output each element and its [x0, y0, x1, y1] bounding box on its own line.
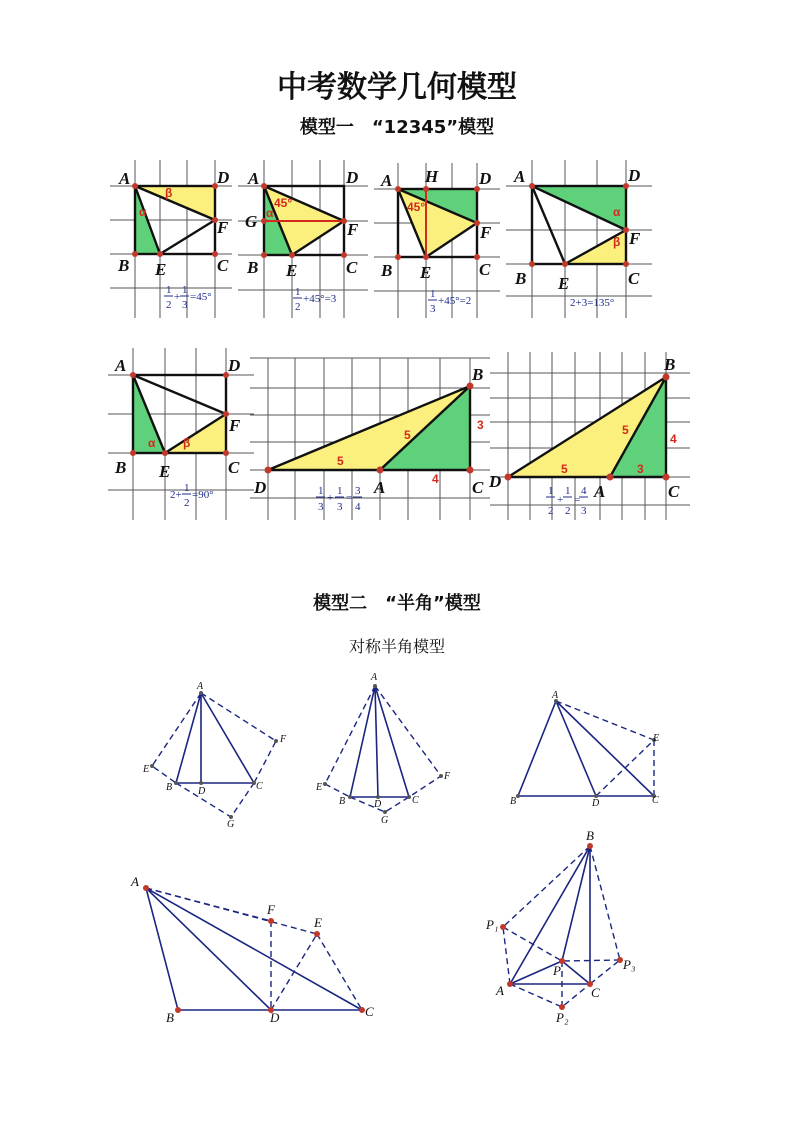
- figB-C: C: [412, 795, 419, 806]
- fig4-F: F: [629, 229, 641, 248]
- fig2-G: G: [245, 212, 258, 231]
- fig4-D: D: [628, 166, 641, 185]
- fig3-D: D: [479, 169, 492, 188]
- fig1-beta: β: [165, 186, 173, 200]
- fig7-n3: 3: [637, 462, 644, 476]
- figC-D: D: [592, 798, 600, 809]
- fig5-A: A: [115, 356, 127, 375]
- figB-G: G: [381, 815, 389, 826]
- fig2-C: C: [346, 258, 358, 277]
- fig4-E: E: [558, 274, 570, 293]
- fig1-A: A: [119, 169, 131, 188]
- fig5-beta: β: [183, 436, 191, 450]
- figB-F: F: [444, 771, 451, 782]
- fig6-C: C: [472, 478, 484, 497]
- figC-C: C: [652, 795, 659, 806]
- figD-A: A: [131, 874, 139, 889]
- fig1-12345: [110, 160, 232, 318]
- fig7-n5a: 5: [622, 423, 629, 437]
- fig7-n5b: 5: [561, 462, 568, 476]
- figA-B: B: [166, 782, 173, 793]
- figB-B: B: [339, 796, 346, 807]
- figB-D: D: [374, 799, 382, 810]
- figA-half-angle: [142, 681, 287, 830]
- fig3-equation: [428, 288, 471, 315]
- fig4-C: C: [628, 269, 640, 288]
- fig2-F: F: [347, 220, 359, 239]
- svg-text:1: 1: [295, 286, 301, 298]
- fig4-beta: β: [613, 235, 621, 249]
- fig1-alpha: α: [139, 205, 147, 219]
- fig5-E: E: [159, 462, 171, 481]
- svg-text:2: 2: [184, 497, 190, 509]
- svg-text:2+: 2+: [170, 489, 182, 501]
- fig1-E: E: [155, 260, 167, 279]
- svg-text:1: 1: [184, 482, 190, 494]
- figD-E: E: [314, 915, 322, 930]
- figC-A: A: [552, 690, 559, 701]
- fig7-B: B: [664, 355, 676, 374]
- svg-text:3: 3: [581, 505, 587, 517]
- figB-A: A: [371, 672, 378, 683]
- fig7-n4: 4: [670, 432, 677, 446]
- fig4-equation: 2+3=135°: [570, 297, 615, 309]
- fig5-F: F: [229, 416, 241, 435]
- figC-B: B: [510, 796, 517, 807]
- fig1-D: D: [217, 168, 230, 187]
- fig6-n5b: 5: [337, 454, 344, 468]
- figB-half-angle: [315, 672, 451, 826]
- page-title: 中考数学几何模型: [277, 70, 517, 105]
- svg-text:1: 1: [548, 485, 554, 497]
- fig6-B: B: [472, 365, 484, 384]
- fig6-12345: [250, 358, 490, 520]
- fig5-alpha: α: [148, 436, 156, 450]
- fig4-12345: [506, 160, 652, 318]
- fig7-D: D: [489, 472, 502, 491]
- figE-half-angle: [485, 828, 635, 1025]
- figE-A: A: [496, 983, 504, 998]
- fig1-F: F: [217, 218, 229, 237]
- svg-text:1: 1: [565, 485, 571, 497]
- fig5-C: C: [228, 458, 240, 477]
- figA-F: F: [280, 734, 287, 745]
- figD-half-angle: [130, 874, 374, 1025]
- figD-B: B: [166, 1010, 174, 1025]
- fig5-12345: [108, 348, 254, 520]
- figE-P3: P₃: [623, 957, 636, 972]
- svg-text:+: +: [174, 291, 181, 303]
- svg-text:+: +: [557, 494, 564, 506]
- svg-text:+: +: [327, 492, 334, 504]
- fig5-B: B: [115, 458, 127, 477]
- figC-E: E: [653, 733, 660, 744]
- svg-text:4: 4: [581, 485, 587, 497]
- svg-text:=: =: [346, 492, 353, 504]
- svg-text:1: 1: [166, 284, 172, 296]
- svg-text:2: 2: [166, 299, 172, 311]
- fig4-B: B: [515, 269, 527, 288]
- section2-heading: 模型二 “半角”模型: [313, 593, 481, 614]
- figA-D: D: [198, 786, 206, 797]
- svg-text:1: 1: [430, 288, 436, 300]
- svg-text:1: 1: [337, 485, 343, 497]
- fig2-angle: 45°: [274, 196, 293, 210]
- figA-C: C: [256, 781, 263, 792]
- fig3-F: F: [480, 223, 492, 242]
- fig7-A: A: [594, 482, 606, 501]
- fig4-A: A: [514, 167, 526, 186]
- section2-caption: 对称半角模型: [348, 637, 445, 656]
- svg-text:3: 3: [318, 501, 324, 513]
- figB-E: E: [316, 782, 323, 793]
- svg-text:2: 2: [565, 505, 571, 517]
- svg-text:3: 3: [337, 501, 343, 513]
- figE-B: B: [586, 828, 594, 843]
- svg-text:3: 3: [182, 299, 188, 311]
- svg-text:2: 2: [548, 505, 554, 517]
- fig6-equation: [316, 485, 362, 513]
- fig5-equation: [170, 482, 214, 509]
- fig1-C: C: [217, 256, 229, 275]
- fig3-B: B: [381, 261, 393, 280]
- fig6-n5a: 5: [404, 428, 411, 442]
- figE-P2: P₂: [556, 1010, 569, 1025]
- figC-half-angle: [510, 690, 659, 809]
- fig3-A: A: [381, 171, 393, 190]
- figD-F: F: [267, 902, 275, 917]
- svg-text:4: 4: [355, 501, 361, 513]
- figA-E: E: [143, 764, 150, 775]
- figA-A: A: [197, 681, 204, 692]
- section1-heading: 模型一 “12345”模型: [299, 117, 495, 138]
- svg-text:2: 2: [295, 301, 301, 313]
- svg-text:3: 3: [355, 485, 361, 497]
- fig3-angle: 45°: [407, 200, 426, 214]
- figE-P1: P₁: [486, 917, 499, 932]
- fig2-12345: [238, 160, 368, 318]
- svg-text:=: =: [574, 494, 581, 506]
- fig7-12345: [488, 352, 690, 520]
- fig3-12345: [374, 163, 500, 318]
- fig6-D: D: [254, 478, 267, 497]
- fig2-A: A: [248, 169, 260, 188]
- fig4-alpha: α: [613, 205, 621, 219]
- fig2-D: D: [346, 168, 359, 187]
- fig3-E: E: [420, 263, 432, 282]
- svg-text:1: 1: [182, 284, 188, 296]
- svg-text:3: 3: [430, 303, 436, 315]
- fig6-n4: 4: [432, 472, 439, 486]
- fig1-B: B: [118, 256, 130, 275]
- fig2-B: B: [247, 258, 259, 277]
- svg-text:=45°: =45°: [190, 291, 212, 303]
- figE-C: C: [591, 985, 600, 1000]
- svg-text:=90°: =90°: [192, 489, 214, 501]
- fig7-C: C: [668, 482, 680, 501]
- figD-D: D: [270, 1010, 280, 1025]
- figA-G: G: [227, 819, 235, 830]
- fig6-n3: 3: [477, 418, 484, 432]
- svg-text:1: 1: [318, 485, 324, 497]
- svg-text:+45°=3: +45°=3: [303, 293, 337, 305]
- fig5-D: D: [228, 356, 241, 375]
- fig3-H: H: [425, 167, 439, 186]
- fig2-alpha: α: [266, 206, 274, 220]
- figD-C: C: [365, 1004, 374, 1019]
- fig3-C: C: [479, 260, 491, 279]
- fig2-E: E: [286, 261, 298, 280]
- svg-text:+45°=2: +45°=2: [438, 295, 472, 307]
- fig6-A: A: [374, 478, 386, 497]
- figE-P: P: [553, 963, 561, 978]
